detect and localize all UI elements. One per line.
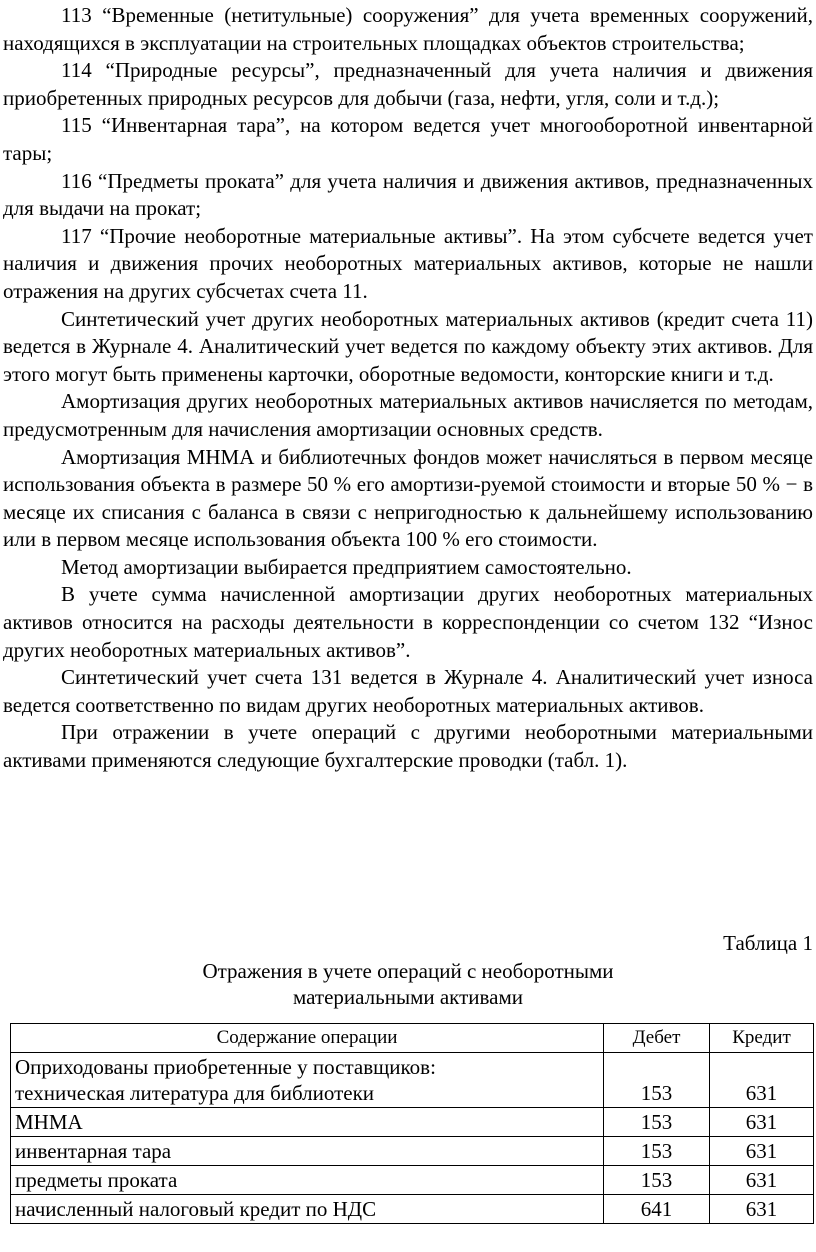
credit-cell: 631 bbox=[710, 1166, 814, 1195]
paragraph-subaccount-114: 114 “Природные ресурсы”, предназначенный для учета наличия и движения приобретенных природных ресурсов для добычи (газа, нефти, угля, соли и т.д.); bbox=[3, 58, 813, 110]
paragraph-subaccount-116: 116 “Предметы проката” для учета наличия и движения активов, предназначенных для выдачи на прокат; bbox=[3, 168, 813, 221]
table-number: Таблица 1 bbox=[723, 931, 813, 955]
credit-cell: 631 bbox=[710, 1108, 814, 1137]
table-title-line-1: Отражения в учете операций с необоротными bbox=[202, 959, 614, 983]
paragraph-subaccount-115: 115 “Инвентарная тара”, на котором ведется учет многооборотной инвентарной тары; bbox=[3, 113, 813, 165]
paragraph-amortization-expenses: В учете сумма начисленной амортизации других необоротных материальных активов относится на расходы деятельности в корреспонденции со счетом 132 “Износ других необоротных материальных активов”. bbox=[3, 582, 813, 662]
paragraph-account-131: Синтетический учет счета 131 ведется в Журнале 4. Аналитический учет износа ведется соответственно по видам других необоротных материальных активов. bbox=[3, 665, 813, 717]
operation-cell: МНМА bbox=[11, 1108, 604, 1137]
paragraph-table-intro: При отражении в учете операций с другими необоротными материальными активами применяются следующие бухгалтерские проводки (табл. 1). bbox=[3, 720, 813, 773]
paragraph-subaccount-117: 117 “Прочие необоротные материальные активы”. На этом субсчете ведется учет наличия и движения прочих необоротных материальных активов, которые не нашли отражения на других субсчетах счета 11. bbox=[3, 223, 813, 303]
operation-cell-line-2: техническая литература для библиотеки bbox=[15, 1081, 375, 1105]
paragraph-subaccount-113: 113 “Временные (нетитульные) сооружения” для учета временных сооружений, находящихся в эксплуатации на строительных площадках объектов строительства; bbox=[3, 3, 813, 55]
operation-cell-line-1: Оприходованы приобретенные у поставщиков: bbox=[15, 1055, 436, 1079]
operation-cell: предметы проката bbox=[11, 1166, 604, 1195]
table-title bbox=[3, 958, 813, 1010]
debit-cell: 641 bbox=[604, 1195, 710, 1224]
debit-cell: 153 bbox=[604, 1137, 710, 1166]
paragraph-mnma-amortization: Амортизация МНМА и библиотечных фондов может начисляться в первом месяце использования объекта в размере 50 % его амортизи-руемой стоимости и вторые 50 % − в месяце их списания с баланса в связи с непригодностью к дальнейшему использованию или в первом месяце использования объекта 100 % его стоимости. bbox=[3, 444, 813, 552]
table-row bbox=[11, 1108, 814, 1137]
header-debit: Дебет bbox=[604, 1024, 710, 1053]
body-text bbox=[3, 2, 813, 775]
credit-cell: 631 bbox=[710, 1137, 814, 1166]
header-operation: Содержание операции bbox=[11, 1024, 604, 1053]
table-title-line-2: материальными активами bbox=[293, 985, 523, 1009]
table-header-row bbox=[11, 1024, 814, 1053]
credit-cell: 631 bbox=[710, 1053, 814, 1108]
operation-cell bbox=[11, 1053, 604, 1108]
operation-cell: начисленный налоговый кредит по НДС bbox=[11, 1195, 604, 1224]
header-credit: Кредит bbox=[710, 1024, 814, 1053]
credit-cell: 631 bbox=[710, 1195, 814, 1224]
debit-cell: 153 bbox=[604, 1108, 710, 1137]
debit-cell: 153 bbox=[604, 1053, 710, 1108]
table-row bbox=[11, 1195, 814, 1224]
debit-cell: 153 bbox=[604, 1166, 710, 1195]
table-row bbox=[11, 1137, 814, 1166]
operations-table bbox=[10, 1023, 814, 1224]
paragraph-synthetic-accounting: Синтетический учет других необоротных материальных активов (кредит счета 11) ведется в Журнале 4. Аналитический учет ведется по каждому объекту этих активов. Для этого могут быть применены карточки, оборотные ведомости, конторские книги и т.д. bbox=[3, 306, 813, 386]
paragraph-method-choice: Метод амортизации выбирается предприятием самостоятельно. bbox=[61, 554, 632, 579]
operation-cell: инвентарная тара bbox=[11, 1137, 604, 1166]
paragraph-amortization-methods: Амортизация других необоротных материальных активов начисляется по методам, предусмотренным для начисления амортизации основных средств. bbox=[3, 389, 813, 441]
table-row bbox=[11, 1166, 814, 1195]
table-row bbox=[11, 1053, 814, 1108]
